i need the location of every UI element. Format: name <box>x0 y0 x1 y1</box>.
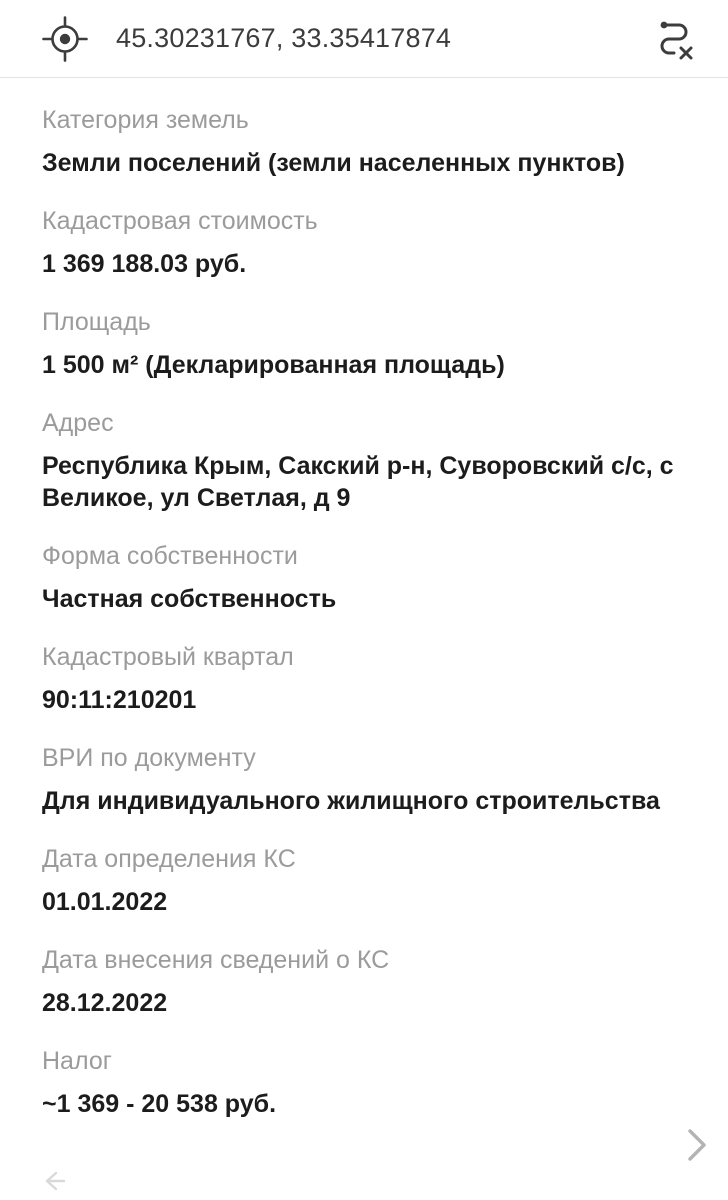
detail-field-cadastral-quarter <box>42 641 686 716</box>
detail-field-entry-date <box>42 944 686 1019</box>
route-cancel-icon[interactable] <box>638 15 698 63</box>
field-value: 90:11:210201 <box>42 686 197 714</box>
field-label: ВРИ по документу <box>42 744 256 772</box>
detail-field-permitted-use <box>42 742 686 817</box>
field-label: Кадастровая стоимость <box>42 207 318 235</box>
detail-field-area <box>42 306 686 381</box>
field-label: Налог <box>42 1047 112 1075</box>
field-value: Республика Крым, Сакский р-н, Суворовский с/с, с Великое, ул Светлая, д 9 <box>42 452 674 512</box>
field-label: Кадастровый квартал <box>42 643 294 671</box>
detail-field-land-category <box>42 104 686 179</box>
crosshair-target-icon[interactable] <box>42 16 88 62</box>
field-label: Дата определения КС <box>42 845 296 873</box>
detail-field-ownership-form <box>42 540 686 615</box>
detail-field-cadastral-value <box>42 205 686 280</box>
field-value: 28.12.2022 <box>42 989 168 1017</box>
field-label: Дата внесения сведений о КС <box>42 946 390 974</box>
detail-field-tax <box>42 1045 686 1120</box>
field-value: 1 369 188.03 руб. <box>42 250 247 278</box>
field-label: Площадь <box>42 308 151 336</box>
field-label: Адрес <box>42 409 114 437</box>
field-value: 01.01.2022 <box>42 888 168 916</box>
header-bar <box>0 0 728 78</box>
field-label: Категория земель <box>42 106 249 134</box>
field-value: 1 500 м² (Декларированная площадь) <box>42 351 505 379</box>
field-value: Для индивидуального жилищного строительства <box>42 787 660 815</box>
detail-field-valuation-date <box>42 843 686 918</box>
coordinates-label: 45.30231767, 33.35417874 <box>116 23 452 53</box>
details-list[interactable] <box>0 78 728 1200</box>
field-value: Частная собственность <box>42 585 337 613</box>
field-label: Форма собственности <box>42 542 298 570</box>
field-value: Земли поселений (земли населенных пунктов) <box>42 149 625 177</box>
field-value: ~1 369 - 20 538 руб. <box>42 1090 277 1118</box>
detail-field-address <box>42 407 686 514</box>
